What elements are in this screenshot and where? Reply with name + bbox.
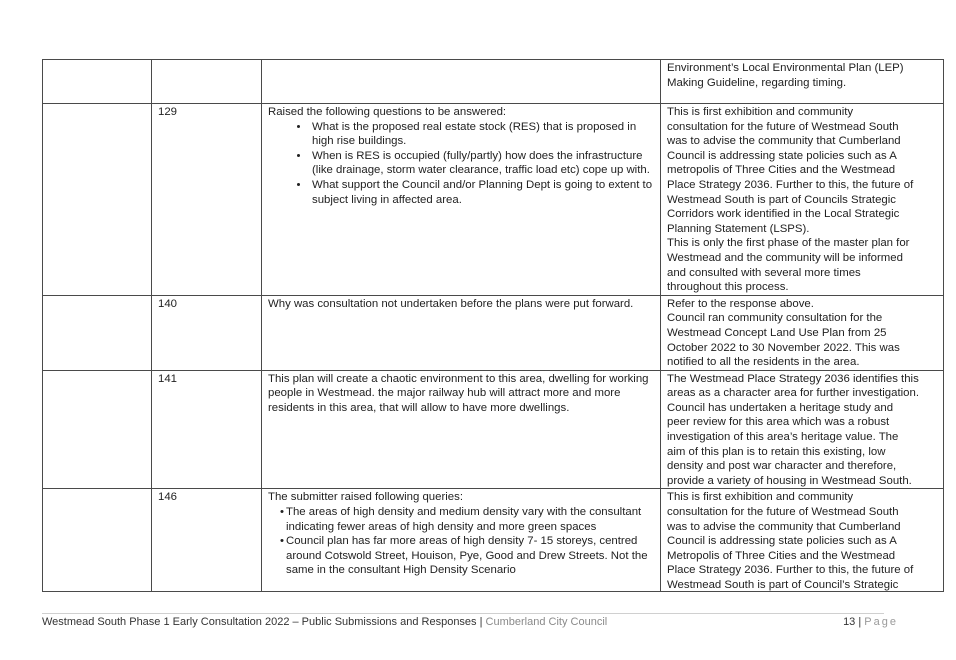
response-line: Council has undertaken a heritage study and <box>667 401 894 414</box>
blank-cell <box>43 295 152 370</box>
submission-bullet-list <box>268 505 654 578</box>
response-line: This is first exhibition and community <box>667 491 854 504</box>
response-line: Council is addressing state policies such as A <box>667 535 897 548</box>
submission-id: 141 <box>152 370 262 489</box>
submissions-table <box>42 59 944 592</box>
table-row <box>43 104 944 296</box>
blank-cell <box>43 104 152 296</box>
submission-id <box>152 60 262 104</box>
submission-text <box>262 104 661 296</box>
submission-intro: The submitter raised following queries: <box>268 491 463 504</box>
submission-text: This plan will create a chaotic environment to this area, dwelling for working people in Westmead. the major railway hub will attract more and more residents in this area, that will allow to have more dwellings. <box>262 370 661 489</box>
response-line: peer review for this area which was a robust <box>667 416 890 429</box>
response-line: was to advise the community that Cumberland <box>667 520 901 533</box>
response-line: areas as a character area for further investigation. <box>667 387 919 400</box>
page-indicator <box>843 615 898 629</box>
blank-cell <box>43 489 152 592</box>
response-text <box>661 295 944 370</box>
footer-divider <box>42 613 884 614</box>
response-text <box>661 60 944 104</box>
response-line: Council is addressing state policies such as A <box>667 149 897 162</box>
submission-text <box>262 489 661 592</box>
response-line: Place Strategy 2036. Further to this, the future of <box>667 178 914 191</box>
response-line: October 2022 to 30 November 2022. This was <box>667 341 900 354</box>
response-line: Council ran community consultation for the <box>667 312 883 325</box>
footer-title: Westmead South Phase 1 Early Consultation 2022 – Public Submissions and Responses <box>42 616 477 628</box>
response-line: density and post war character and therefore, <box>667 460 897 473</box>
response-text <box>661 370 944 489</box>
submission-bullet: • When is RES is occupied (fully/partly) how does the infrastructure (like drainage, storm water clearance, traffic load etc) cope up with. <box>310 149 654 178</box>
response-line: consultation for the future of Westmead South <box>667 120 899 133</box>
response-line: This is only the first phase of the master plan for <box>667 237 910 250</box>
page-separator: | <box>858 616 862 628</box>
response-line: The Westmead Place Strategy 2036 identifies this <box>667 372 919 385</box>
response-line: Westmead South is part of Council’s Strategic <box>667 579 899 591</box>
response-line: Metropolis of Three Cities and the Westmead <box>667 549 896 562</box>
footer-org: Cumberland City Council <box>485 616 608 628</box>
submission-intro: Raised the following questions to be answered: <box>268 106 507 118</box>
submission-text <box>262 60 661 104</box>
response-line: Refer to the response above. <box>667 297 814 310</box>
footer-separator: | <box>479 616 483 628</box>
submission-bullet: • What is the proposed real estate stock (RES) that is proposed in high rise buildings. <box>310 120 654 149</box>
table-row <box>43 370 944 489</box>
bullet-dot-icon: • <box>280 506 284 519</box>
response-line: Corridors work identified in the Local Strategic <box>667 208 900 221</box>
response-line: throughout this process. <box>667 281 789 294</box>
response-line: provide a variety of housing in Westmead South. <box>667 474 912 487</box>
submission-id: 146 <box>152 489 262 592</box>
bullet-dot-icon: • <box>280 535 284 548</box>
response-line: Westmead Concept Land Use Plan from 25 <box>667 326 887 339</box>
response-line: Environment’s Local Environmental Plan (LEP) <box>667 62 904 74</box>
submission-bullet: • The areas of high density and medium density vary with the consultant indicating fewer areas of high density and more green spaces <box>280 506 642 533</box>
response-text <box>661 489 944 592</box>
table-row <box>43 295 944 370</box>
submission-bullet: • What support the Council and/or Planning Dept is going to extent to subject living in affected area. <box>310 178 654 207</box>
response-line: consultation for the future of Westmead South <box>667 506 899 519</box>
response-line: aim of this plan is to retain this existing, low <box>667 445 886 458</box>
submission-id: 129 <box>152 104 262 296</box>
response-line: Place Strategy 2036. Further to this, the future of <box>667 564 914 577</box>
response-line: was to advise the community that Cumberland <box>667 135 901 148</box>
submission-bullet: • Council plan has far more areas of high density 7- 15 storeys, centred around Cotswold Street, Houison, Pye, Good and Drew Streets. Not the same in the consultant High Density Scenario <box>280 535 648 577</box>
page-word: Page <box>864 616 898 628</box>
response-line: Making Guideline, regarding timing. <box>667 76 847 89</box>
table-row <box>43 489 944 592</box>
response-line: This is first exhibition and community <box>667 106 854 118</box>
response-line: metropolis of Three Cities and the Westmead <box>667 164 896 177</box>
page-footer <box>42 615 898 629</box>
table-row <box>43 60 944 104</box>
response-line: Westmead South is part of Councils Strategic <box>667 193 896 206</box>
submission-id: 140 <box>152 295 262 370</box>
submission-text: Why was consultation not undertaken before the plans were put forward. <box>262 295 661 370</box>
response-line: notified to all the residents in the area. <box>667 356 860 369</box>
response-line: and consulted with several more times <box>667 266 861 279</box>
page-number: 13 <box>843 616 856 628</box>
submission-bullet-list <box>268 120 654 208</box>
response-text <box>661 104 944 296</box>
blank-cell <box>43 370 152 489</box>
response-line: Planning Statement (LSPS). <box>667 222 810 235</box>
blank-cell <box>43 60 152 104</box>
response-line: Westmead and the community will be informed <box>667 251 903 264</box>
response-line: investigation of this area’s heritage value. The <box>667 431 899 444</box>
